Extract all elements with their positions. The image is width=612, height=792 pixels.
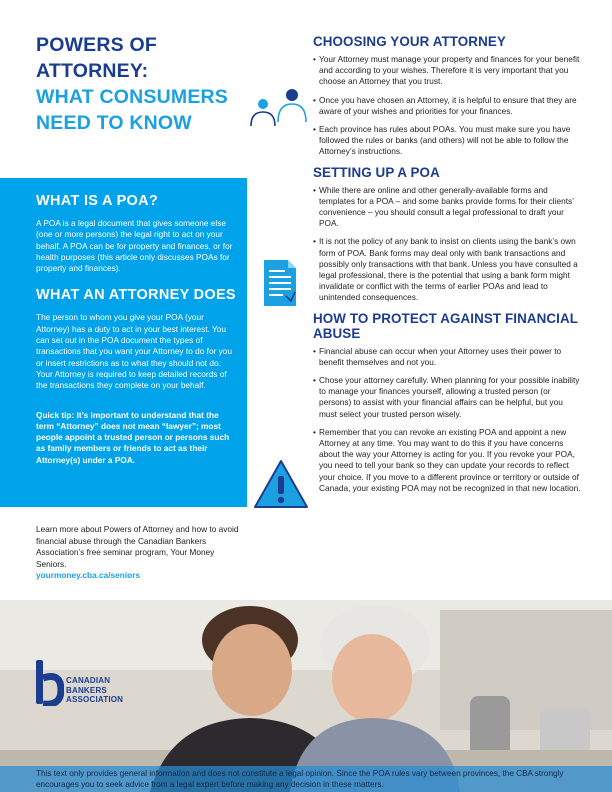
what-attorney-does-heading: WHAT AN ATTORNEY DOES: [36, 287, 236, 304]
list-item: • Once you have chosen an Attorney, it is helpful to ensure that they are aware of your wishes and priorities for your finances.: [313, 95, 583, 117]
choosing-heading: CHOOSING YOUR ATTORNEY: [313, 34, 506, 49]
people-icon: [248, 88, 310, 136]
list-item: • Each province has rules about POAs. You must make sure you have followed the rules or banks (and others) will not be able to follow the Attorney’s instructions.: [313, 124, 583, 158]
choosing-list: [313, 54, 583, 158]
disclaimer: This text only provides general information and does not constitute a legal opinion. Since the POA rules vary between provinces, the CBA strongly encourages you to seek advice from a legal expert before making any decision in these matters.: [0, 766, 612, 792]
what-is-poa-body: A POA is a legal document that gives someone else (one or more persons) the legal right to act on your behalf. A POA can be for property and finances, or for health purposes (this article only discusses POAs for property and finances).: [36, 218, 233, 274]
title-line-1: POWERS OF ATTORNEY:: [36, 34, 157, 82]
protect-list: [313, 346, 583, 494]
warning-icon: [253, 458, 309, 510]
right-column: [313, 34, 583, 501]
page-title: [36, 32, 256, 136]
logo-line-2: BANKERS: [66, 685, 107, 695]
poa-info-box: [0, 178, 247, 507]
cba-logo: [34, 660, 154, 710]
list-item: • While there are online and other generally-available forms and templates for a POA – and some banks provide forms for their clients’ convenience – you should consult a legal professional to draft your POA.: [313, 185, 583, 230]
list-item: • It is not the policy of any bank to insist on clients using the bank’s own form of POA. Bank forms may deal only with bank transactions and possibly only transactions with that bank. Unless you have consulted a legal professional, there is the potential that using a bank form might invalidate or conflict with the terms of earlier POAs and lead to unintended consequences.: [313, 236, 583, 303]
title-line-2: WHAT CONSUMERS NEED TO KNOW: [36, 86, 229, 134]
logo-line-1: CANADIAN: [66, 676, 111, 685]
cba-logo-text: [66, 676, 123, 705]
protect-heading: HOW TO PROTECT AGAINST FINANCIAL ABUSE: [313, 310, 578, 341]
setting-up-list: [313, 185, 583, 304]
seniors-link[interactable]: yourmoney.cba.ca/seniors: [36, 570, 141, 580]
cba-b-logo-icon: [34, 660, 64, 706]
list-item: • Financial abuse can occur when your Attorney uses their power to benefit themselves and not you.: [313, 346, 583, 368]
learn-more: [36, 524, 246, 582]
quick-tip: Quick tip: It’s important to understand that the term “Attorney” does not mean “lawyer”; most people appoint a trusted person or persons such as family members or friends to act as their Attorney(s) under a POA.: [36, 409, 230, 465]
list-item: • Your Attorney must manage your property and finances for your benefit and according to your wishes. Therefore it is very important that you choose an Attorney that you trust.: [313, 54, 583, 88]
list-item: • Remember that you can revoke an existing POA and appoint a new Attorney at any time. You may want to do this if you have concerns about the way your Attorney is acting for you. If you revoke your POA, you need to tell your bank so they can update your records to reflect your choice. If you move to a different province or territory or outside of Canada, your existing POA may not be recognized in that new location.: [313, 427, 583, 494]
what-attorney-does-body: The person to whom you give your POA (your Attorney) has a duty to act in your best interest. You can set out in the POA document the types of transactions that you want your Attorney to do for you or insert restrictions as to what they should not do. Your Attorney is required to keep detailed records of the transactions they complete on your behalf.: [36, 312, 233, 391]
document-icon: [262, 258, 298, 308]
learn-more-text: Learn more about Powers of Attorney and how to avoid financial abuse through the Canadian Bankers Association’s free seminar program, Your Money Seniors.: [36, 524, 239, 569]
logo-line-3: ASSOCIATION: [66, 695, 124, 705]
setting-up-heading: SETTING UP A POA: [313, 164, 440, 180]
what-is-poa-heading: WHAT IS A POA?: [36, 193, 159, 209]
list-item: • Chose your attorney carefully. When planning for your possible inability to manage your finances yourself, allowing a trusted person (or persons) to assist with your financial affairs can be helpful, but you must select your trusted person wisely.: [313, 375, 583, 420]
